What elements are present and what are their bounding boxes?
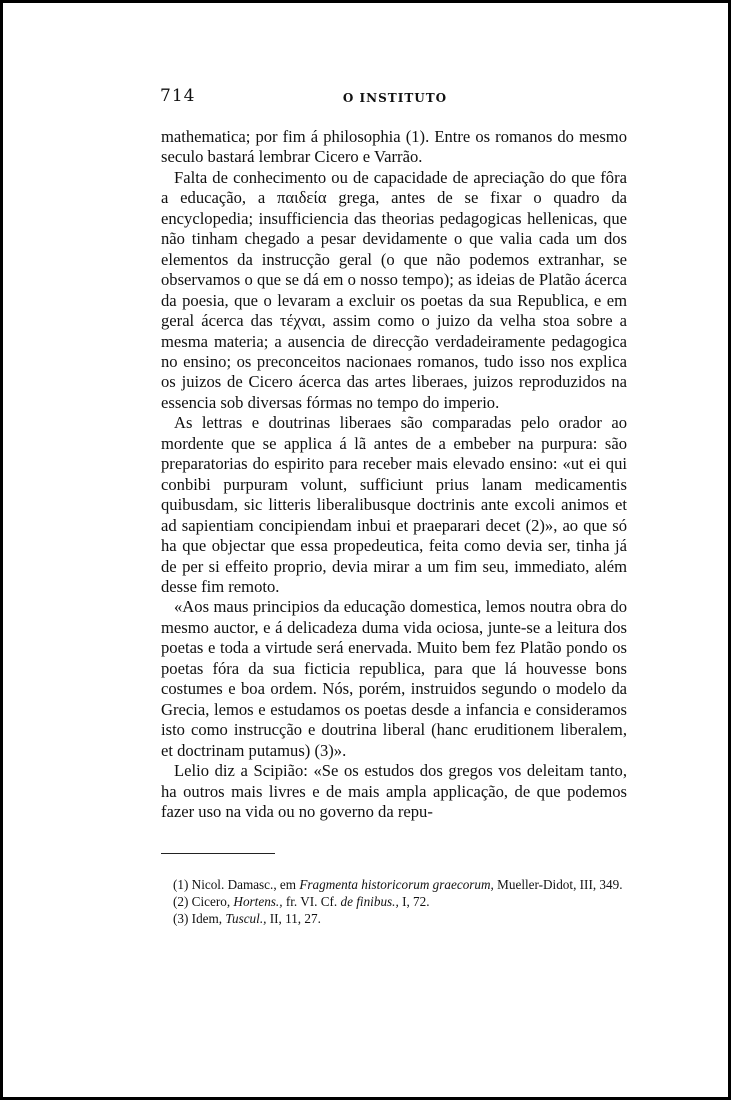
footnote xyxy=(161,876,627,893)
footnote-work-title: de finibus., xyxy=(340,894,399,909)
footnote-text: Mueller-Didot, III, 349. xyxy=(493,877,623,892)
footnote-text: fr. VI. Cf. xyxy=(282,894,341,909)
footnote-text: (1) Nicol. Damasc., em xyxy=(173,877,300,892)
footnote-text: I, 72. xyxy=(398,894,430,909)
footnotes xyxy=(161,876,627,927)
running-title: O INSTITUTO xyxy=(342,91,448,105)
footnote-text: (2) Cicero, xyxy=(173,894,234,909)
page-number: 714 xyxy=(160,86,196,106)
footnote-work-title: Tuscul., xyxy=(225,911,267,926)
footnote-work-title: Hortens., xyxy=(233,894,283,909)
footnote xyxy=(161,893,627,910)
body-text xyxy=(161,127,627,822)
footnote-text: II, 11, 27. xyxy=(266,911,321,926)
page-header xyxy=(160,86,630,110)
footnote-rule xyxy=(161,853,275,854)
paragraph: Lelio diz a Scipião: «Se os estudos dos gregos vos deleitam tanto, ha outros mais livres e de mais ampla applicação, de que podemos fazer uso na vida ou no governo da repu- xyxy=(161,761,627,821)
paragraph: Falta de conhecimento ou de capacidade de apreciação do que fôra a educação, a παιδεία grega, antes de se fixar o quadro da encyclopedia; insufficiencia das theorias pedagogicas hellenicas, que não tinham chegado a pesar devidamente o que valia cada um dos elementos da instrucção geral (o que não podemos extranhar, se observamos o que se dá em o nosso tempo); as ideias de Platão ácerca da poesia, que o levaram a excluir os poetas da sua Republica, e em geral ácerca das τέχναι, assim como o juizo da velha stoa sobre a mesma materia; a ausencia de direcção verdadeiramente pedagogica no ensino; os preconceitos nacionaes romanos, tudo isso nos explica os juizos de Cicero ácerca das artes liberaes, juizos reproduzidos na essencia sob diversas fórmas no tempo do imperio. xyxy=(161,167,627,412)
footnote xyxy=(161,910,627,927)
paragraph: mathematica; por fim á philosophia (1). Entre os romanos do mesmo seculo bastará lembrar Cicero e Varrão. xyxy=(161,127,627,167)
paragraph: «Aos maus principios da educação domestica, lemos noutra obra do mesmo auctor, e á delicadeza duma vida ociosa, junte-se a leitura dos poetas e toda a virtude será enervada. Muito bem fez Platão pondo os poetas fóra da sua ficticia republica, para que lá houvesse bons costumes e boa ordem. Nós, porém, instruidos segundo o modelo da Grecia, lemos e estudamos os poetas desde a infancia e consideramos isto como instrucção e doutrina liberal (hanc eruditionem liberalem, et doctrinam putamus) (3)». xyxy=(161,597,627,760)
footnote-text: (3) Idem, xyxy=(173,911,226,926)
paragraph: As lettras e doutrinas liberaes são comparadas pelo orador ao mordente que se applica á lã antes de a embeber na purpura: são preparatorias do espirito para receber mais elevado ensino: «ut ei qui conbibi purpuram volunt, sufficiunt prius lanam medicamentis quibusdam, sic litteris liberalibusque doctrinis ante excoli animos et ad sapientiam concipiendam inbui et praeparari decet (2)», ao que só ha que objectar que essa propedeutica, feita como devia ser, tinha já de per si effeito proprio, devia mirar a um fim seu, immediato, além desse fim remoto. xyxy=(161,413,627,596)
footnote-work-title: Fragmenta historicorum graecorum, xyxy=(299,877,494,892)
